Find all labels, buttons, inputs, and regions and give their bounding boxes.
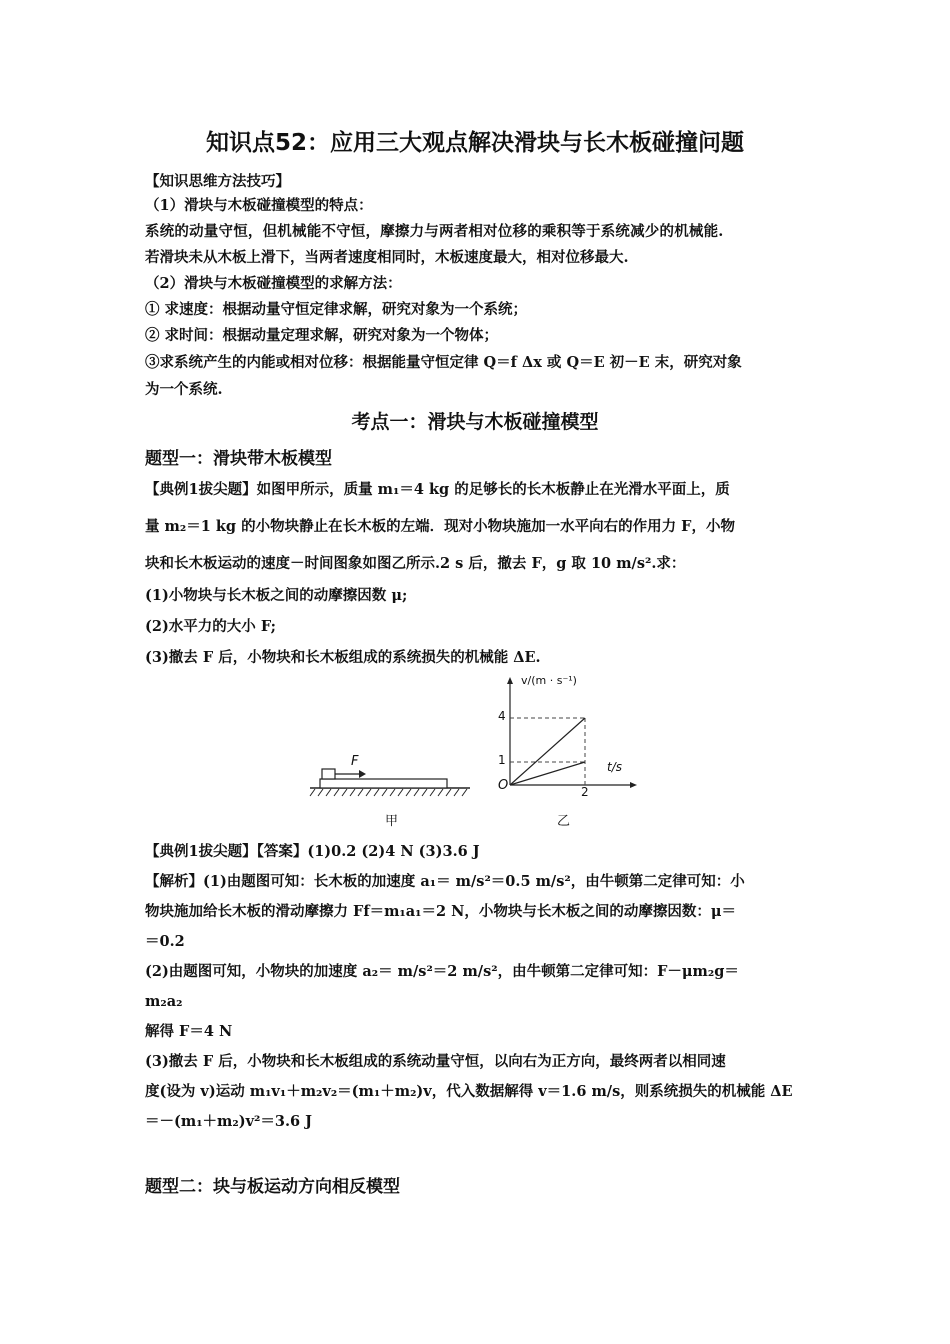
type1-heading: 题型一：滑块带木板模型 [145,449,332,469]
method-step-2: ② 求时间：根据动量定理求解，研究对象为一个物体； [145,327,499,344]
type2-heading: 题型二：块与板运动方向相反模型 [145,1177,400,1197]
method-step-1: ① 求速度：根据动量守恒定律求解，研究对象为一个系统； [145,301,528,318]
point1-heading: （1）滑块与木板碰撞模型的特点： [145,197,373,214]
method-heading: 【知识思维方法技巧】 [145,173,290,190]
analysis-text-7: (3)撤去 F 后，小物块和长木板组成的系统动量守恒，以向右为正方向，最终两者以相同速 [145,1053,726,1070]
section-heading: 考点一：滑块与木板碰撞模型 [351,411,599,433]
block-velocity-line [510,718,585,785]
board-velocity-line [510,762,585,785]
analysis-text-3: ＝0.2 [145,933,185,950]
figure-yi-vt-graph [490,670,660,810]
figure-jia-diagram [305,670,475,810]
analysis-text-8: 度(设为 v)运动 m₁v₁＋m₂v₂＝(m₁＋m₂)v，代入数据解得 v＝1.6 m/s，则系统损失的机械能 ΔE [145,1083,793,1100]
figure-jia-label: 甲 [385,814,399,829]
analysis-text-6: 解得 F＝4 N [145,1023,233,1040]
small-block [322,769,335,779]
tick-2: 2 [581,785,589,799]
point1-text-2: 若滑块未从木板上滑下，当两者速度相同时，木板速度最大，相对位移最大. [145,249,629,266]
example-text-2: 量 m₂＝1 kg 的小物块静止在长木板的左端．现对小物块施加一水平向右的作用力 F，小物 [145,518,735,535]
question-1: (1)小物块与长木板之间的动摩擦因数 μ; [145,587,408,604]
answer-line: 【典例1拔尖题】【答案】(1)0.2 (2)4 N (3)3.6 J [145,843,480,860]
point1-text-1: 系统的动量守恒，但机械能不守恒，摩擦力与两者相对位移的乘积等于系统减少的机械能. [145,223,724,240]
analysis-text-4: (2)由题图可知，小物块的加速度 a₂＝ m/s²＝2 m/s²，由牛顿第二定律可知：F－μm₂g＝ [145,963,739,980]
method-step-3-cont: 为一个系统. [145,381,223,398]
point2-heading: （2）滑块与木板碰撞模型的求解方法： [145,275,402,292]
x-axis-label: t/s [607,760,622,774]
example-text-3: 块和长木板运动的速度－时间图象如图乙所示.2 s 后，撤去 F，g 取 10 m/s².求： [145,555,686,572]
origin-label: O [498,778,509,793]
analysis-text-9: ＝－(m₁＋m₂)v²＝3.6 J [145,1113,313,1130]
question-3: (3)撤去 F 后，小物块和长木板组成的系统损失的机械能 ΔE. [145,649,541,666]
y-axis-label: v/(m · s⁻¹) [521,674,577,687]
method-step-3: ③求系统产生的内能或相对位移：根据能量守恒定律 Q＝f Δx 或 Q＝E 初－E 末，研究对象 [145,354,742,371]
example-text-1: 【典例1拔尖题】如图甲所示，质量 m₁＝4 kg 的足够长的长木板静止在光滑水平面上，质 [145,481,730,498]
tick-1: 1 [498,753,506,767]
analysis-text-2: 物块施加给长木板的滑动摩擦力 Ff＝m₁a₁＝2 N，小物块与长木板之间的动摩擦因数：μ＝ [145,903,737,920]
long-board [320,779,447,788]
problem-figure [305,670,645,830]
figure-yi-label: 乙 [557,814,571,829]
analysis-text-1: 【解析】(1)由题图可知：长木板的加速度 a₁＝ m/s²＝0.5 m/s²，由牛顿第二定律可知：小 [145,873,745,890]
page-title: 知识点52：应用三大观点解决滑块与长木板碰撞问题 [205,130,744,156]
analysis-text-5: m₂a₂ [145,993,183,1010]
tick-4: 4 [498,709,506,723]
question-2: (2)水平力的大小 F; [145,618,276,635]
force-label: F [351,754,359,769]
